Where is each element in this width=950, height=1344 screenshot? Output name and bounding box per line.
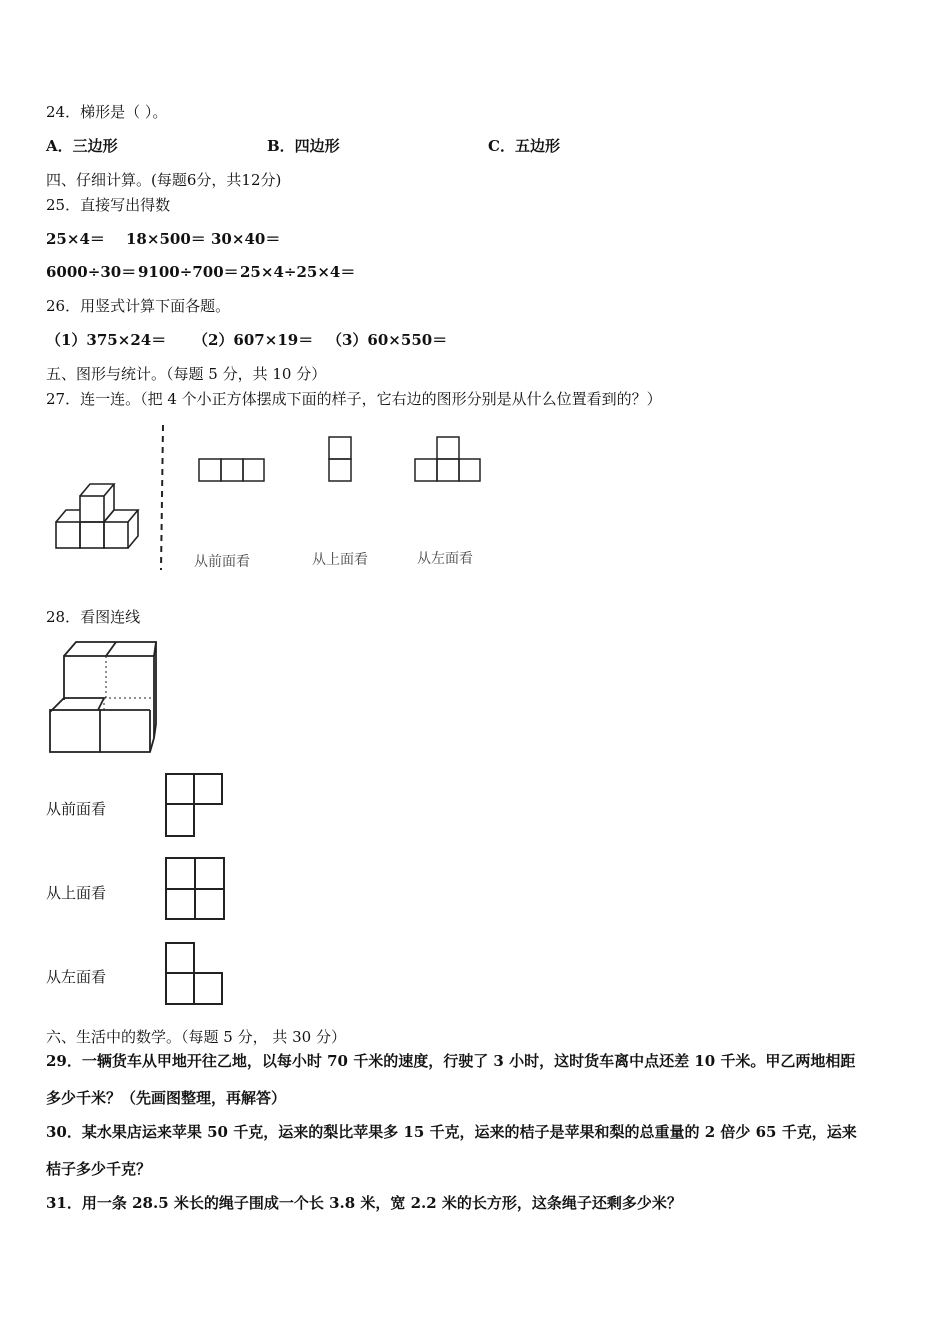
q25-item: 6000÷30＝ (46, 263, 137, 281)
q25-stem: 25．直接写出得数 (46, 196, 171, 214)
q28-view-front (164, 772, 224, 838)
q27-cube-stack-figure (52, 480, 152, 552)
q28-label-left: 从左面看 (46, 968, 107, 986)
q24-option-c: C．五边形 (488, 137, 560, 155)
q27-stem: 27．连一连。（把 4 个小正方体摆成下面的样子，它右边的图形分别是从什么位置看到的？） (46, 390, 662, 408)
q30-line2: 桔子多少千克？ (46, 1160, 152, 1178)
q28-label-top: 从上面看 (46, 884, 107, 902)
q25-item: 25×4÷25×4＝ (240, 263, 356, 281)
q27-view-two-stacked (328, 436, 354, 482)
q26-item: （3）60×550＝ (327, 331, 448, 349)
q25-item: 25×4＝ (46, 230, 105, 248)
section-5-heading: 五、图形与统计。（每题 5 分，共 10 分） (46, 365, 327, 383)
q31-line1: 31．用一条 28.5 米长的绳子围成一个长 3.8 米，宽 2.2 米的长方形，这条绳子还剩多少米？ (46, 1194, 682, 1212)
q30-line1: 30．某水果店运来苹果 50 千克，运来的梨比苹果多 15 千克，运来的桔子是苹果和梨的总重量的 2 倍少 65 千克，运来 (46, 1123, 857, 1141)
q29-line1: 29．一辆货车从甲地开往乙地，以每小时 70 千米的速度，行驶了 3 小时，这时货车离中点还差 10 千米。甲乙两地相距 (46, 1052, 856, 1070)
q28-view-top (164, 856, 228, 922)
q28-view-left (164, 941, 226, 1007)
section-4-heading: 四、仔细计算。(每题6分，共12分) (46, 171, 282, 189)
q25-item: 18×500＝ (126, 230, 206, 248)
q28-cube-figure (46, 640, 158, 756)
q27-view-t-shape (414, 436, 482, 482)
q24-option-a: A．三边形 (46, 137, 118, 155)
q27-label-left: 从左面看 (417, 551, 473, 567)
q29-line2: 多少千米？（先画图整理，再解答） (46, 1089, 287, 1107)
section-6-heading: 六、生活中的数学。（每题 5 分， 共 30 分） (46, 1028, 346, 1046)
q26-item: （2）607×19＝ (193, 331, 314, 349)
q27-label-top: 从上面看 (312, 552, 368, 568)
q25-item: 30×40＝ (211, 230, 281, 248)
q24-stem: 24．梯形是（ ）。 (46, 103, 168, 121)
q25-item: 9100÷700＝ (138, 263, 239, 281)
q28-label-front: 从前面看 (46, 800, 107, 818)
q27-label-front: 从前面看 (194, 554, 250, 570)
q28-stem: 28．看图连线 (46, 608, 141, 626)
q27-view-three-squares (198, 458, 266, 482)
q26-item: （1）375×24＝ (46, 331, 167, 349)
q26-stem: 26．用竖式计算下面各题。 (46, 297, 231, 315)
q27-dashed-divider (158, 425, 168, 570)
q24-option-b: B．四边形 (267, 137, 340, 155)
